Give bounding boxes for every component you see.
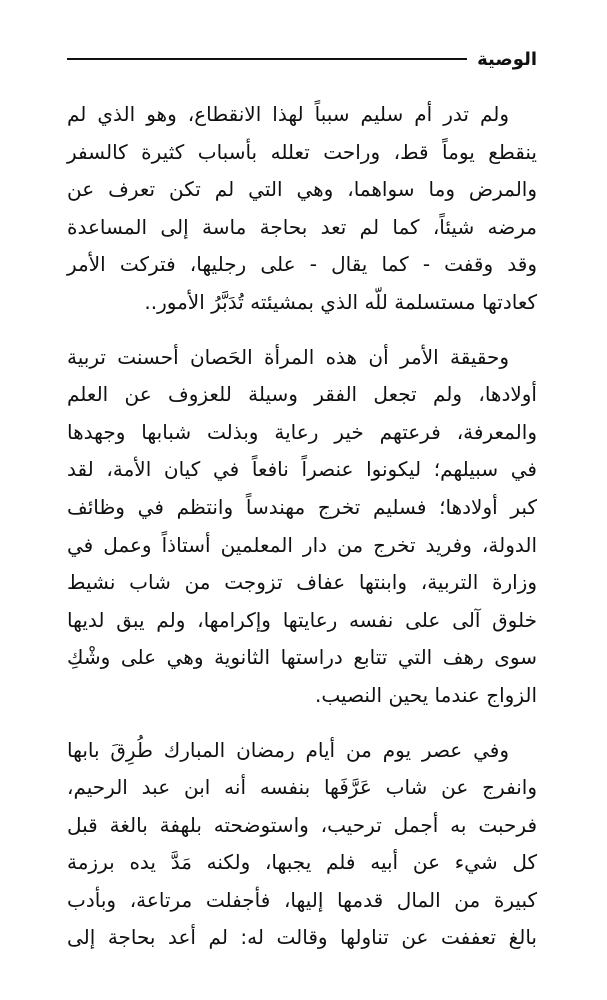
text-line: وحقيقة الأمر أن هذه المرأة الحَصان أحسنت تربية (67, 344, 509, 369)
text-line: وفي عصر يوم من أيام رمضان المبارك طُرِقَ بابها (67, 737, 509, 762)
header-rule (67, 58, 467, 60)
text-line: خلوق آلى على نفسه رعايتها وإكرامها، ولم يبق لديها (67, 607, 537, 632)
text-line: فرحبت به أجمل ترحيب، واستوضحته بلهفة بالغة قبل (67, 812, 537, 837)
text-line: كعادتها مستسلمة للّه الذي بمشيئته تُدَبَّرُ الأمور.. (144, 289, 537, 314)
text-line: وقد وقفت - كما يقال - على رجليها، فتركت الأمر (67, 252, 537, 277)
text-line: كبر أولادها؛ فسليم تخرج مهندساً وانتظم في وظائف (67, 494, 537, 519)
page-body (67, 96, 537, 974)
paragraph-2 (67, 339, 537, 715)
text-line: كل شيء عن أبيه فلم يجبها، ولكنه مَدَّ يده برزمة (67, 850, 537, 875)
paragraph-1 (67, 96, 537, 322)
text-line: وانفرج عن شاب عَرَّفَها بنفسه أنه ابن عبد الرحيم، (67, 775, 537, 800)
text-line: والمرض وما سواهما، وهي التي لم تكن تعرف عن (67, 177, 537, 202)
text-line: أولادها، ولم تجعل الفقر وسيلة للعزوف عن العلم (67, 382, 537, 407)
paragraph-3 (67, 732, 537, 958)
text-line: الزواج عندما يحين النصيب. (315, 682, 537, 707)
text-line: ولم تدر أم سليم سبباً لهذا الانقطاع، وهو الذي لم (67, 102, 509, 126)
header-title: الوصية (477, 48, 537, 70)
text-line: والمعرفة، فرعتهم خير رعاية وبذلت شبابها وجهدها (67, 419, 537, 444)
text-line: وزارة التربية، وابنتها عفاف تزوجت من شاب نشيط (67, 570, 537, 595)
running-header (67, 44, 537, 74)
text-line: في سبيلهم؛ ليكونوا عنصراً نافعاً في كيان الأمة، لقد (67, 457, 537, 482)
text-line: بالغ تعففت عن تناولها وقالت له: لم أعد بحاجة إلى (67, 925, 537, 950)
text-line: سوى رهف التي تتابع دراستها الثانوية وهي على وشْكِ (67, 645, 537, 670)
text-line: كبيرة من المال قدمها إليها، فأجفلت مرتاعة، وبأدب (67, 887, 537, 912)
text-line: الدولة، وفريد تخرج من دار المعلمين أستاذاً وعمل في (67, 532, 537, 557)
text-line: مرضه شيئاً، كما لم تعد بحاجة ماسة إلى المساعدة (67, 214, 537, 239)
text-line: ينقطع يوماً قط، وراحت تعلله بأسباب كثيرة كالسفر (67, 139, 537, 164)
